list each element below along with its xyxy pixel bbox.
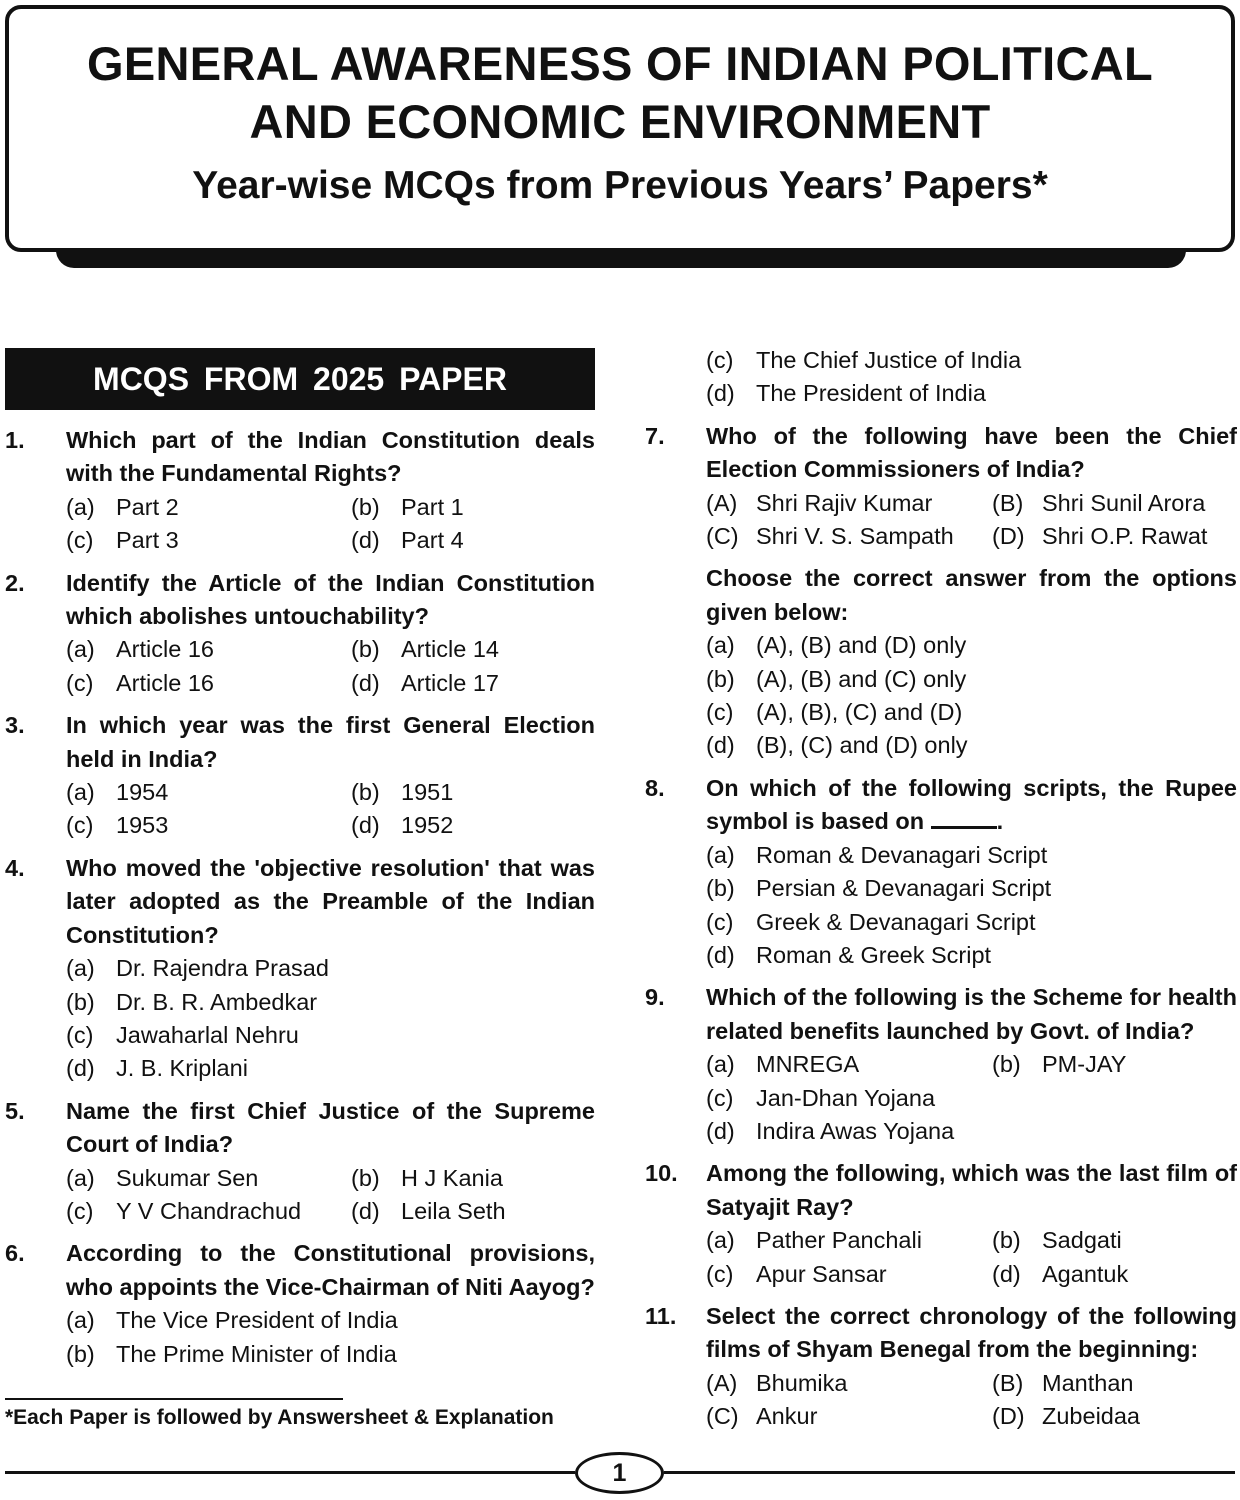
option-b: (b) (A), (B) and (C) only	[706, 665, 967, 692]
option-b: (b) H J Kania	[351, 1164, 503, 1191]
option-a: (a) Article 16	[66, 636, 214, 663]
option-b: (b) PM-JAY	[992, 1051, 1127, 1078]
option-c: (c) Jawaharlal Nehru	[66, 1021, 299, 1048]
option-a: (a) Dr. Rajendra Prasad	[66, 955, 329, 982]
question-text: Name the first Chief Justice of the Supreme Court of India?	[66, 1097, 595, 1158]
footer-rule-left	[5, 1471, 575, 1474]
question-text: Which part of the Indian Constitution deals with the Fundamental Rights?	[66, 427, 595, 487]
section-banner: MCQS FROM 2025 PAPER	[5, 348, 595, 410]
question-number: 8.	[645, 774, 665, 801]
statement-c: (C) Shri V. S. Sampath	[706, 523, 954, 550]
option-d: (d) The President of India	[706, 380, 986, 407]
option-c: (c) Part 3	[66, 527, 179, 554]
statement-b: (B) Shri Sunil Arora	[992, 489, 1206, 516]
question-number: 3.	[5, 712, 25, 739]
option-a: (a) 1954	[66, 779, 169, 806]
question-3	[5, 709, 595, 843]
question-number: 4.	[5, 854, 25, 881]
question-text: Who of the following have been the Chief Election Commissioners of India?	[706, 422, 1237, 483]
question-text: Among the following, which was the last film of Satyajit Ray?	[706, 1160, 1237, 1220]
option-b: (b) 1951	[351, 779, 454, 806]
header-box	[5, 5, 1235, 252]
statement-a: (A) Bhumika	[706, 1369, 848, 1396]
question-8	[645, 772, 1237, 972]
question-text: Which of the following is the Scheme for health related benefits launched by Govt. of India?	[706, 984, 1237, 1044]
left-column	[5, 424, 595, 1380]
option-c: (c) Greek & Devanagari Script	[706, 908, 1036, 935]
question-6	[5, 1237, 595, 1371]
question-text: In which year was the first General Election held in India?	[66, 712, 595, 772]
question-11	[645, 1300, 1237, 1434]
question-10	[645, 1157, 1237, 1291]
question-number: 10.	[645, 1160, 678, 1187]
option-a: (a) Sukumar Sen	[66, 1164, 259, 1191]
statement-a: (A) Shri Rajiv Kumar	[706, 489, 933, 516]
option-b: (b) Sadgati	[992, 1227, 1122, 1254]
question-text: On which of the following scripts, the Rupee symbol is based on .	[706, 774, 1237, 835]
option-a: (a) Pather Panchali	[706, 1227, 922, 1254]
footer-rule-right	[664, 1471, 1235, 1474]
statement-d: (D) Zubeidaa	[992, 1403, 1140, 1430]
option-d: (d) Agantuk	[992, 1260, 1129, 1287]
option-b: (b) The Prime Minister of India	[66, 1340, 397, 1367]
question-instruction: Choose the correct answer from the options given below:	[706, 565, 1237, 625]
question-7	[645, 420, 1237, 763]
option-a: (a) (A), (B) and (D) only	[706, 632, 967, 659]
option-c: (c) The Chief Justice of India	[706, 347, 1022, 373]
statement-c: (C) Ankur	[706, 1403, 818, 1430]
option-d: (d) Roman & Greek Script	[706, 941, 992, 968]
option-c: (c) 1953	[66, 812, 169, 839]
question-text: According to the Constitutional provisions, who appoints the Vice-Chairman of Niti Aayog?	[66, 1240, 595, 1300]
question-1	[5, 424, 595, 558]
option-d: (d) 1952	[351, 812, 454, 839]
option-c: (c) Article 16	[66, 669, 214, 696]
question-9	[645, 981, 1237, 1148]
footnote: *Each Paper is followed by Answersheet & Explanation	[5, 1406, 554, 1429]
question-number: 2.	[5, 569, 25, 596]
option-d: (d) J. B. Kriplani	[66, 1055, 248, 1082]
question-4	[5, 852, 595, 1086]
question-text: Select the correct chronology of the following films of Shyam Benegal from the beginning:	[706, 1302, 1237, 1363]
question-number: 9.	[645, 984, 665, 1011]
question-number: 5.	[5, 1097, 25, 1124]
option-d: (d) Part 4	[351, 527, 464, 554]
question-2	[5, 567, 595, 701]
right-column	[645, 344, 1237, 1443]
page-title: GENERAL AWARENESS OF INDIAN POLITICAL AND ECONOMIC ENVIRONMENT	[86, 37, 1154, 148]
option-b: (b) Dr. B. R. Ambedkar	[66, 988, 318, 1015]
option-c: (c) Apur Sansar	[706, 1260, 887, 1287]
option-b: (b) Article 14	[351, 636, 499, 663]
option-d: (d) Leila Seth	[351, 1197, 506, 1224]
question-text: Who moved the 'objective resolution' that was later adopted as the Preamble of the Indian Constitution?	[66, 854, 595, 948]
question-text: Identify the Article of the Indian Constitution which abolishes untouchability?	[66, 569, 595, 630]
question-number: 1.	[5, 427, 25, 453]
question-number: 6.	[5, 1240, 25, 1267]
option-c: (c) Y V Chandrachud	[66, 1197, 302, 1224]
option-a: (a) Roman & Devanagari Script	[706, 841, 1048, 868]
option-a: (a) Part 2	[66, 493, 179, 520]
option-a: (a) MNREGA	[706, 1051, 860, 1078]
statement-b: (B) Manthan	[992, 1369, 1134, 1396]
option-c: (c) (A), (B), (C) and (D)	[706, 699, 963, 726]
page-subtitle: Year-wise MCQs from Previous Years’ Papers*	[192, 164, 1048, 207]
option-d: (d) Article 17	[351, 669, 499, 696]
option-d: (d) Indira Awas Yojana	[706, 1117, 955, 1144]
page-number: 1	[575, 1452, 664, 1494]
question-5	[5, 1095, 595, 1229]
option-b: (b) Persian & Devanagari Script	[706, 875, 1052, 902]
answer-blank	[931, 809, 997, 829]
question-number: 11.	[645, 1302, 677, 1329]
option-a: (a) The Vice President of India	[66, 1307, 398, 1334]
statement-d: (D) Shri O.P. Rawat	[992, 523, 1208, 550]
question-6-continued	[645, 344, 1237, 411]
option-d: (d) (B), (C) and (D) only	[706, 732, 968, 759]
option-c: (c) Jan-Dhan Yojana	[706, 1084, 936, 1111]
footnote-divider	[5, 1398, 343, 1400]
question-number: 7.	[645, 422, 665, 449]
option-b: (b) Part 1	[351, 493, 464, 520]
